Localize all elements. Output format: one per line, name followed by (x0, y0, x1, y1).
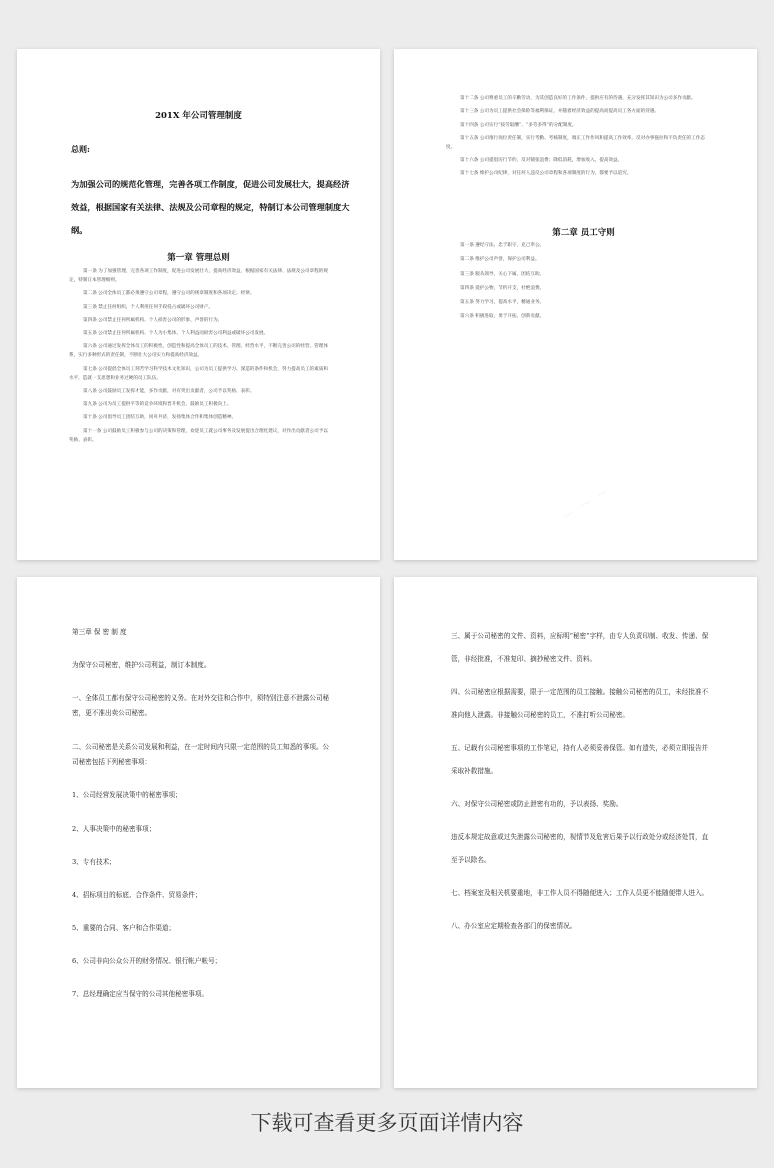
article: 第十一条 公司鼓励员工积极参与公司的决策和管理，欢迎员工就公司事务及发展提出合理化建议，对作出贡献者公司予以奖励、表彰。 (69, 428, 328, 443)
article: 第七条 公司提倡全体员工刻苦学习科学技术文化知识，公司为员工提供学习、深造的条件和机会，努力提高员工的素质和水平，造就一支思想和业务过硬的员工队伍。 (69, 366, 328, 381)
chapter-3-title: 第三章 保 密 制 度 (72, 628, 127, 636)
confidential-item: 四、公司秘密应根据需要，限于一定范围的员工接触。接触公司秘密的员工，未经批准不准向他人泄露。非接触公司秘密的员工，不准打听公司秘密。 (451, 687, 709, 719)
chapter-3-intro: 为保守公司秘密，维护公司利益，制订本制度。 (72, 660, 211, 669)
document-page-2 (394, 49, 757, 560)
article: 第二条 维护公司声誉，保护公司利益。 (460, 257, 540, 263)
article: 第二条 公司全体员工都必须遵守公司章程，遵守公司的规章制度和各项决定、经律。 (83, 291, 255, 297)
confidential-item: 七、档案室及相关机要重地，非工作人员不得随便进入；工作人员更不能随便带人进入。 (451, 889, 709, 898)
confidential-item: 6、公司非向公众公开的财务情况、银行帐户帐号； (72, 957, 222, 966)
article: 第五条 公司禁止任何所属机构、个人为小集体、个人利益而损害公司利益或破坏公司发展。 (83, 331, 269, 337)
intro-paragraph: 为加强公司的规范化管理，完善各项工作制度，促进公司发展壮大，提高经济效益，根据国家有关法律、法规及公司章程的规定，特制订本公司管理制度大纲。 (71, 179, 350, 235)
document-title: 201X 年公司管理制度 (155, 111, 242, 121)
article: 第十二条 公司尊重员工的辛勤劳动，为其创造良好的工作条件，提供应有的待遇，充分发挥其知识为公司多作贡献。 (460, 96, 696, 101)
article: 第四条 爱护公物，节约开支，杜绝浪费。 (460, 285, 545, 291)
chapter-2-articles (446, 242, 706, 328)
chapter-3-content (72, 625, 334, 1021)
confidential-item: 一、全体员工都有保守公司秘密的义务。在对外交往和合作中，须特别注意不泄露公司秘密，更不准出卖公司秘密。 (72, 693, 330, 718)
document-page-3 (17, 577, 380, 1088)
confidential-item: 7、总经理确定应当保守的公司其他秘密事项。 (72, 990, 209, 999)
confidential-item: 八、办公室应定期检查各部门的保密情况。 (451, 922, 577, 931)
article: 第十三条 公司为员工提供社会保险等福利保证，并随着经济效益的提高而提高员工各方面的待遇。 (460, 109, 659, 115)
document-page-4 (394, 577, 757, 1088)
confidential-item: 2、人事决策中的秘密事项； (72, 824, 156, 833)
confidential-item: 违反本规定故意或过失泄露公司秘密的，视情节及危害后果予以行政处分或经济处罚，直至予以除名。 (451, 833, 709, 864)
document-page-1 (17, 49, 380, 560)
confidential-item: 五、记载有公司秘密事项的工作笔记，持有人必须妥善保管。如有遗失，必须立即报告并采取补救措施。 (451, 743, 709, 775)
article: 第九条 公司为员工提供平等的竞争环境和晋升机会，鼓励员工积极向上。 (83, 402, 232, 408)
article: 第八条 公司鼓励员工发挥才能，多作贡献，对有突出贡献者，公司予以奖励、表彰。 (83, 388, 255, 394)
confidential-item: 4、招标项目的标底、合作条件、贸易条件； (72, 890, 202, 899)
article: 第十四条 公司实行“按劳取酬”、“多劳多得”的分配制度。 (460, 122, 577, 128)
confidential-item: 二、公司秘密是关系公司发展和利益，在一定时间内只限一定范围的员工知悉的事项。公司秘密包括下列秘密事项： (72, 742, 330, 767)
chapter-2-title: 第二章 员工守则 (552, 228, 615, 238)
watermark (558, 481, 614, 526)
article: 第十六条 公司提倡厉行节约，反对铺张浪费；降低消耗，增加收入，提高效益。 (460, 158, 623, 164)
confidentiality-content (451, 625, 711, 949)
confidential-item: 5、重要的合同、客户和合作渠道； (72, 924, 176, 933)
article: 第十七条 维护公司纪律，对任何人违反公司章程和各项制度的行为，都要予以追究。 (460, 171, 632, 177)
chapter-1-title: 第一章 管理总则 (167, 253, 230, 263)
article: 第三条 服从领导，关心下属，团结互助。 (460, 271, 545, 277)
chapter-1-articles-continued (446, 95, 706, 184)
article: 第三条 禁止任何组织、个人利用任何手段侵占或破坏公司财产。 (83, 304, 214, 310)
confidential-item: 六、对保守公司秘密或防止泄密有功的，予以表扬、奖励。 (451, 799, 623, 808)
article: 第一条 遵纪守法，忠于职守，克己奉公。 (460, 243, 545, 248)
article: 第十条 公司倡导员工团结互助，同舟共济，发扬集体合作和集体创造精神。 (83, 415, 237, 421)
chapter-1-articles (69, 268, 329, 450)
confidential-item: 3、专有技术； (72, 857, 116, 866)
article: 第六条 积极进取，勇于开拓，创新贡献。 (460, 314, 545, 320)
article: 第一条 为了加强管理，完善各项工作制度，促进公司发展壮大，提高经济效益，根据国家有关法律、法规及公司章程的规定，特制订本管理细则。 (69, 269, 328, 283)
article: 第四条 公司禁止任何所属机构、个人损害公司的形象、声誉的行为。 (83, 317, 223, 323)
article: 第十五条 公司推行岗位责任制，实行考勤、考核制度，端正工作作风和提高工作效率，反对办事拖拉和不负责任的工作态度。 (446, 135, 705, 150)
confidential-item: 1、公司经营发展决策中的秘密事项； (72, 791, 182, 800)
article: 第六条 公司通过发挥全体员工的积极性、创造性和提高全体员工的技术、管理、经营水平，不断完善公司的经营、管理体系，实行多种形式的责任制，不断壮大公司实力和提高经济效益。 (69, 344, 328, 359)
article: 第五条 努力学习，提高水平，精通业务。 (460, 300, 545, 306)
general-provisions-label: 总则: (71, 144, 90, 154)
confidential-item: 三、属于公司秘密的文件、资料，应标明“秘密”字样，由专人负责印制、收发、传递、保管，非经批准，不准复印、摘抄秘密文件、资料。 (451, 632, 709, 663)
download-caption: 下载可查看更多页面详情内容 (250, 1111, 524, 1135)
